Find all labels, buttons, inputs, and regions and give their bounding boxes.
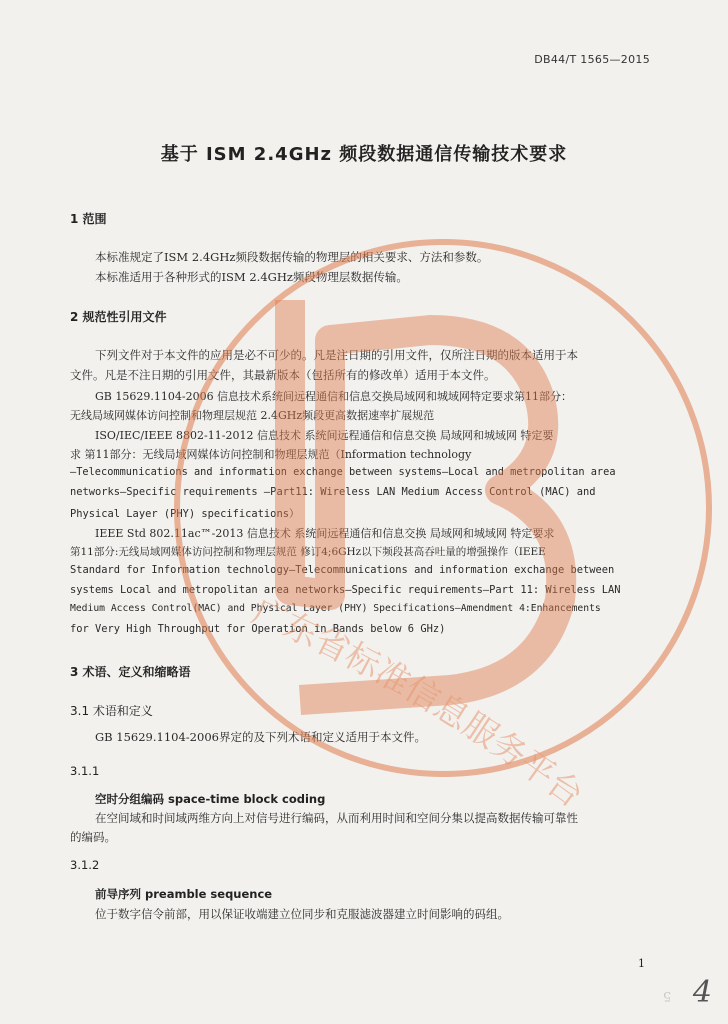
reference-3-line-5: Medium Access Control(MAC) and Physical Layer (PHY) Specifications—Amendment 4:Enhancements bbox=[70, 603, 601, 614]
section-2-intro-line-2: 文件。凡是不注日期的引用文件，其最新版本（包括所有的修改单）适用于本文件。 bbox=[70, 368, 496, 382]
term-2-number: 3.1.2 bbox=[70, 858, 100, 872]
section-3-1-text: GB 15629.1104-2006界定的及下列术语和定义适用于本文件。 bbox=[95, 730, 426, 744]
reference-2-line-2: 求 第11部分：无线局域网媒体访问控制和物理层规范（Information technology bbox=[70, 448, 472, 461]
page-number: 1 bbox=[638, 957, 645, 970]
section-1-paragraph-2: 本标准适用于各种形式的ISM 2.4GHz频段物理层数据传输。 bbox=[95, 270, 408, 284]
reference-2-line-4: networks—Specific requirements —Part11: Wireless LAN Medium Access Control (MAC) and bbox=[70, 486, 596, 498]
reference-3-line-4: systems Local and metropolitan area networks—Specific requirements—Part 11: Wireless LAN bbox=[70, 584, 621, 596]
section-3-1-heading: 3.1 术语和定义 bbox=[70, 704, 153, 718]
section-2-heading: 2 规范性引用文件 bbox=[70, 310, 167, 324]
section-3-heading: 3 术语、定义和缩略语 bbox=[70, 665, 191, 679]
section-2-intro-line-1: 下列文件对于本文件的应用是必不可少的。凡是注日期的引用文件，仅所注日期的版本适用于本 bbox=[95, 348, 578, 362]
handwritten-page-mark: 4 bbox=[692, 975, 712, 1010]
term-1-title: 空时分组编码 space-time block coding bbox=[95, 792, 326, 806]
reference-3-line-3: Standard for Information technology—Telecommunications and information exchange between bbox=[70, 564, 615, 576]
term-1-number: 3.1.1 bbox=[70, 764, 100, 778]
reference-3-line-1: IEEE Std 802.11ac™-2013 信息技术 系统间远程通信和信息交换 局域网和城域网 特定要求 bbox=[95, 527, 555, 540]
reference-3-line-6: for Very High Throughput for Operation in Bands below 6 GHz) bbox=[70, 623, 446, 635]
reference-1-line-1: GB 15629.1104-2006 信息技术系统间远程通信和信息交换局域网和城域网特定要求第11部分： bbox=[95, 390, 573, 403]
term-2-title: 前导序列 preamble sequence bbox=[95, 887, 273, 901]
reference-1-line-2: 无线局域网媒体访问控制和物理层规范 2.4GHz频段更高数据速率扩展规范 bbox=[70, 409, 435, 422]
term-1-definition-line-1: 在空间域和时间域两维方向上对信号进行编码，从而利用时间和空间分集以提高数据传输可靠性 bbox=[95, 811, 578, 825]
term-2-definition: 位于数字信令前部，用以保证收端建立位同步和克服滤波器建立时间影响的码组。 bbox=[95, 907, 509, 921]
bleed-through-mark: 5 bbox=[663, 988, 672, 1003]
section-1-paragraph-1: 本标准规定了ISM 2.4GHz频段数据传输的物理层的相关要求、方法和参数。 bbox=[95, 250, 489, 264]
watermark-text: 广东省标准信息服务平台 bbox=[246, 591, 591, 816]
section-1-heading: 1 范围 bbox=[70, 212, 107, 226]
document-title: 基于 ISM 2.4GHz 频段数据通信传输技术要求 bbox=[160, 144, 568, 165]
reference-2-line-5: Physical Layer (PHY) specifications） bbox=[70, 508, 300, 520]
reference-2-line-1: ISO/IEC/IEEE 8802-11-2012 信息技术 系统间远程通信和信息交换 局域网和城域网 特定要 bbox=[95, 429, 554, 442]
term-1-definition-line-2: 的编码。 bbox=[70, 830, 116, 844]
standard-number: DB44/T 1565—2015 bbox=[534, 53, 650, 66]
reference-3-line-2: 第11部分:无线局域网媒体访问控制和物理层规范 修订4;6GHz以下频段甚高吞吐量的增强操作（IEEE bbox=[70, 546, 546, 558]
reference-2-line-3: —Telecommunications and information exchange between systems—Local and metropolitan area bbox=[70, 466, 616, 478]
